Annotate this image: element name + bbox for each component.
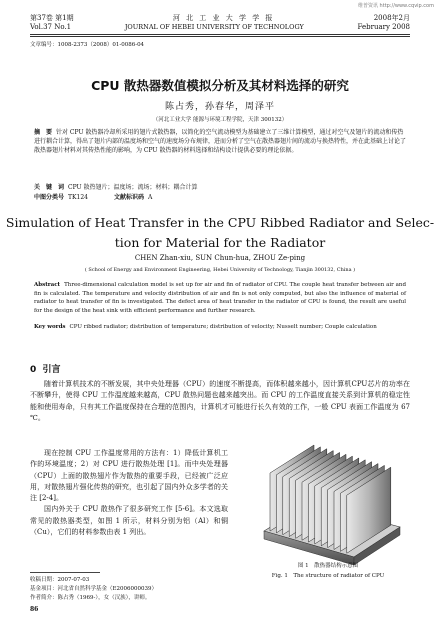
document-code: [114, 193, 152, 202]
footnote-author: 作者简介：陈占秀（1969-），女（汉族），讲师。: [30, 595, 151, 601]
watermark: 维普资讯 http://www.cqvip.com: [357, 3, 434, 9]
title-cn: CPU 散热器数值模拟分析及其材料选择的研究: [91, 78, 349, 93]
class-number-label: 中图分类号: [34, 194, 65, 201]
keywords-cn-text: CPU 散热翅片；温度场；流场；材料；耦合计算: [68, 184, 198, 191]
article-number: 文章编号：1008-2373（2008）01-0086-04: [30, 42, 145, 48]
date-en: February 2008: [357, 23, 410, 31]
body-text-left-column: [30, 448, 228, 538]
affiliation-en: ( School of Energy and Environment Engineering, Hebei University of Technology, Tianjin 300132, China ): [84, 267, 356, 273]
classification-row: [34, 193, 406, 202]
volume-en: Vol.37 No.1: [30, 23, 72, 31]
figure-caption-cn: 图 1 散热器结构示意图: [297, 563, 359, 569]
affiliation-cn: （河北工业大学 能源与环境工程学院，天津 300132）: [152, 117, 288, 123]
document-code-label: 文献标识码: [113, 194, 144, 201]
figure-caption-en: Fig. 1 The structure of radiator of CPU: [271, 573, 385, 579]
running-header-en: [30, 23, 410, 32]
title-en-line2: tion for Material for the Radiator: [114, 235, 326, 250]
abstract-cn-label: 摘 要: [34, 129, 53, 136]
abstract-en-text: Three-dimensional calculation model is set up for air and fin of radiator of CPU. The couple heat transfer between air and fin is calculated. The temperature and velocity distribution of air and fin is not only computed, but also the influence of material of radiator to heat transfer of fin is investigated. The defect area of heat transfer in the radiator of CPU is found, the result are useful for the design of the heat sink with efficient performance and further research.: [34, 282, 406, 314]
body-text-full-width: [30, 379, 410, 424]
keywords-cn: [34, 183, 406, 192]
keywords-en: [34, 323, 406, 332]
section-number: 0: [30, 365, 37, 375]
authors-cn: 陈占秀，孙春华，周泽平: [164, 102, 275, 112]
title-en: [0, 213, 440, 253]
footnote-rule: [30, 572, 100, 573]
section-title: 引言: [42, 365, 61, 375]
section-heading: [30, 362, 61, 375]
volume-cn: 第37卷 第1期: [30, 14, 74, 22]
class-number: [34, 193, 88, 202]
abstract-cn-text: 针对 CPU 散热器冷却所采用的翅片式散热器，以简化的空气流动模型为基础建立了三维计算模型，通过对空气及翅片的流动和传热进行耦合计算，得出了翅片内部的温度场和空气的速度场分布规律，进而分析了空气在散热器翅片间的流动与换热特性，并在此基础上讨论了散热器翅片材料对其传热性能的影响，为 CPU 散热器的材料选择和结构设计提供必要的理论依据。: [34, 129, 407, 154]
keywords-cn-label: 关 键 词: [34, 184, 65, 191]
paragraph-3: 国内外关于 CPU 散热作了很多研究工作 [5-6]。本文选取常见的散热器类型，如图 1 所示，材料分别为铝（Al）和铜（Cu），它们的材料参数由表 1 列出。: [30, 505, 228, 537]
page-number: 86: [30, 606, 39, 613]
abstract-cn: [34, 128, 406, 155]
journal-name-en: JOURNAL OF HEBEI UNIVERSITY OF TECHNOLOGY: [124, 23, 304, 31]
header-rule-thin: [30, 36, 410, 37]
title-en-line1: Simulation of Heat Transfer in the CPU Ribbed Radiator and Selec-: [5, 215, 435, 230]
document-code-value: A: [147, 194, 153, 201]
abstract-en: [34, 281, 406, 315]
journal-name-cn: 河 北 工 业 大 学 学 报: [172, 14, 275, 22]
paragraph-2: 现在控制 CPU 工作温度常用的方法有：1）降低计算机工作的环境温度；2）对 CPU 进行散热处理 [1]。而中央处理器（CPU）上面的散热翅片作为散热的重要手段，已经被广泛应用，对散热翅片强化传热的研究，也引起了国内外众多学者的关注 [2-4]。: [30, 449, 228, 503]
footnote-funding: 基金项目：河北省自然科学基金（E2006000039）: [30, 586, 158, 592]
keywords-en-label: Key words: [34, 324, 66, 330]
date-cn: 2008年2月: [373, 14, 410, 22]
footnote-received: 收稿日期：2007-07-03: [30, 577, 90, 583]
keywords-en-text: CPU ribbed radiator; distribution of temperature; distribution of velocity; Nusselt number; Couple calculation: [69, 324, 377, 330]
running-header-cn: [30, 14, 410, 23]
header-rule-thick: [30, 34, 410, 35]
abstract-en-label: Abstract: [34, 282, 61, 288]
class-number-value: TK124: [68, 194, 88, 201]
paragraph-1: 随着计算机技术的不断发展，其中央处理器（CPU）的速度不断提高，而体积越来越小，因计算机CPU芯片的功率在不断攀升，使得 CPU 工作温度越来越高，CPU 散热问题也越来越突出。而 CPU 的工作温度直接关系到计算机的稳定性能和使用寿命，只有其工作温度保持在合理的范围内，计算机才可能进行长久有效的工作，一般 CPU 表面工作温度为 67 ℃。: [30, 380, 410, 422]
authors-en: CHEN Zhan-xiu, SUN Chun-hua, ZHOU Ze-ping: [134, 254, 306, 262]
